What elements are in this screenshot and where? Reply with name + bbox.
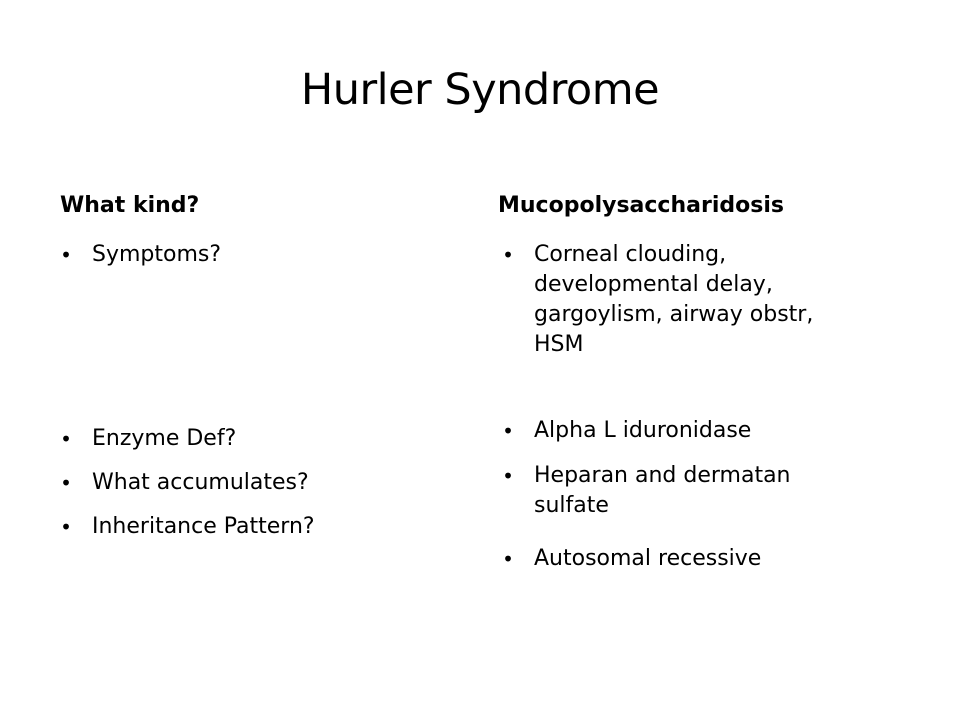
bullet-text: Symptoms? [92, 242, 222, 267]
bullet-text: Inheritance Pattern? [92, 514, 315, 539]
bullet-text: Heparan and dermatan sulfate [534, 463, 791, 518]
right-bullet-item [500, 461, 840, 521]
bullet-text: Enzyme Def? [92, 426, 237, 451]
bullet-text: What accumulates? [92, 470, 309, 495]
bullet-icon: • [60, 515, 72, 539]
left-bullet-item [58, 424, 438, 454]
bullet-text: Corneal clouding, developmental delay, gargoylism, airway obstr, HSM [534, 242, 814, 357]
bullet-icon: • [502, 243, 514, 267]
bullet-icon: • [60, 243, 72, 267]
bullet-text: Alpha L iduronidase [534, 418, 752, 443]
right-bullet-item [500, 240, 860, 360]
right-column-header: Mucopolysaccharidosis [498, 193, 784, 218]
bullet-icon: • [60, 427, 72, 451]
slide-title: Hurler Syndrome [300, 65, 660, 115]
bullet-icon: • [502, 464, 514, 488]
left-bullet-item [58, 468, 438, 498]
left-bullet-item [58, 240, 438, 270]
bullet-icon: • [60, 471, 72, 495]
bullet-icon: • [502, 547, 514, 571]
right-bullet-item [500, 416, 880, 446]
right-bullet-item [500, 544, 880, 574]
bullet-text: Autosomal recessive [534, 546, 762, 571]
left-column-header: What kind? [60, 193, 200, 218]
left-bullet-item [58, 512, 438, 542]
bullet-icon: • [502, 419, 514, 443]
